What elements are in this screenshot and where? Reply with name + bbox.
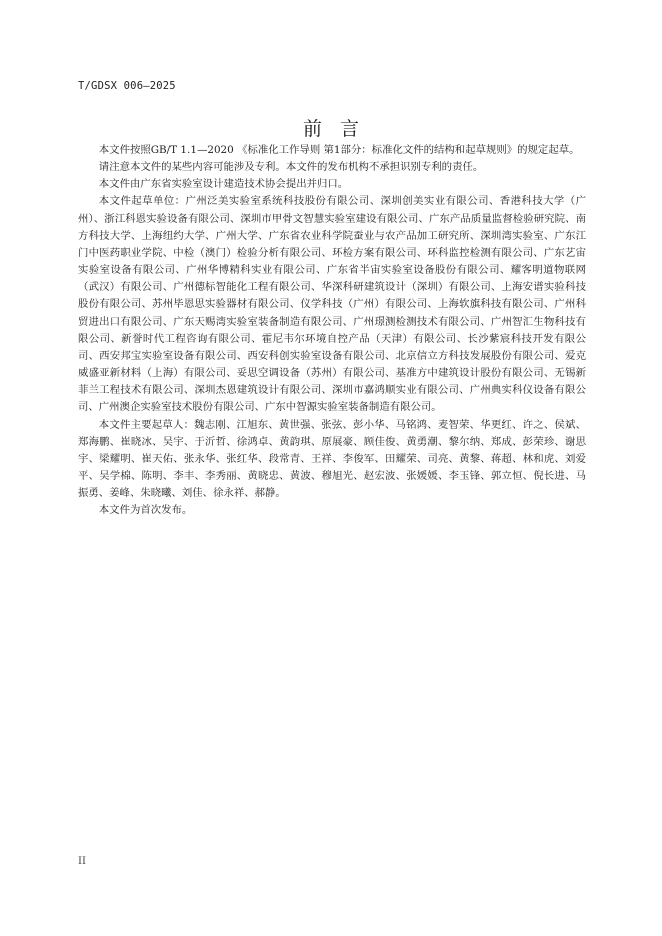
page-number: II [78, 856, 86, 867]
paragraph-drafting-units: 本文件起草单位：广州泛美实验室系统科技股份有限公司、深圳创美实业有限公司、香港科技大学（广州）、浙江科恩实验设备有限公司、深圳市甲骨文智慧实验室建设有限公司、广东产品质量监督检验研究院、南方科技大学、上海纽约大学、广州大学、广东省农业科学院蚕业与农产品加工研究所、深圳湾实验室、广东江门中医药职业学院、中检（澳门）检验分析有限公司、环检方案有限公司、环科监控检测有限公司、广东艺宙实验室设备有限公司、广州华博精科实业有限公司、广东省半宙实验室设备股份有限公司、耀客明道物联网（武汉）有限公司、广州德标智能化工程有限公司、华深科研建筑设计（深圳）有限公司、上海安谱实验科技股份有限公司、苏州毕恩思实验器材有限公司、仪学科技（广州）有限公司、上海软旗科技有限公司、广州科贸进出口有限公司、广东天赐湾实验室装备制造有限公司、广州璟测检测技术有限公司、广州智汇生物科技有限公司、新誉时代工程咨询有限公司、霍尼韦尔环境自控产品（天津）有限公司、长沙紫宸科技开发有限公司、西安邦宝实验室设备有限公司、西安科创实验室设备有限公司、北京信立方科技发展股份有限公司、爱克威盛亚新材料（上海）有限公司、妥思空调设备（苏州）有限公司、基准方中建筑设计股份有限公司、无锡新菲兰工程技术有限公司、深圳杰恩建筑设计有限公司、深圳市嘉鸿顺实业有限公司、广州典实科仪设备有限公司、广州澳企实验室技术股份有限公司、广东中智源实验室装备制造有限公司。 [78, 195, 586, 414]
paragraph-patent-notice: 请注意本文件的某些内容可能涉及专利。本文件的发布机构不承担识别专利的责任。 [98, 161, 484, 174]
paragraph-proposer: 本文件由广东省实验室设计建造技术协会提出并归口。 [98, 178, 349, 191]
document-id-header: T/GDSX 006—2025 [78, 80, 176, 92]
paragraph-first-release: 本文件为首次发布。 [98, 504, 193, 517]
section-title: 前言 [302, 118, 377, 140]
foreword-body [78, 142, 586, 519]
paragraph-drafters: 本文件主要起草人：魏志刚、江旭东、黄世强、张弦、彭小华、马铭鸿、麦智荣、华更红、许之、侯斌、郑海鹏、崔晓冰、吴宇、于沂哲、徐鸿卓、黄韵琪、原展豪、顾佳俊、黄勇潮、黎尔纳、郑成、彭荣珍、谢思宇、梁耀明、崔天佑、张永华、张红华、段常青、王祥、李俊军、田耀荣、司亮、黄黎、蒋超、林和虎、刘爱平、吴学棉、陈明、李丰、李秀丽、黄晓忠、黄波、穆旭光、赵宏波、张媛媛、李玉锋、郭立恒、倪长进、马振勇、姜峰、朱晓曦、刘佳、徐永祥、郝静。 [78, 418, 586, 500]
paragraph-standard-basis: 本文件按照GB/T 1.1—2020 《标准化工作导则 第1部分：标准化文件的结构和起草规则》的规定起草。 [98, 144, 580, 156]
